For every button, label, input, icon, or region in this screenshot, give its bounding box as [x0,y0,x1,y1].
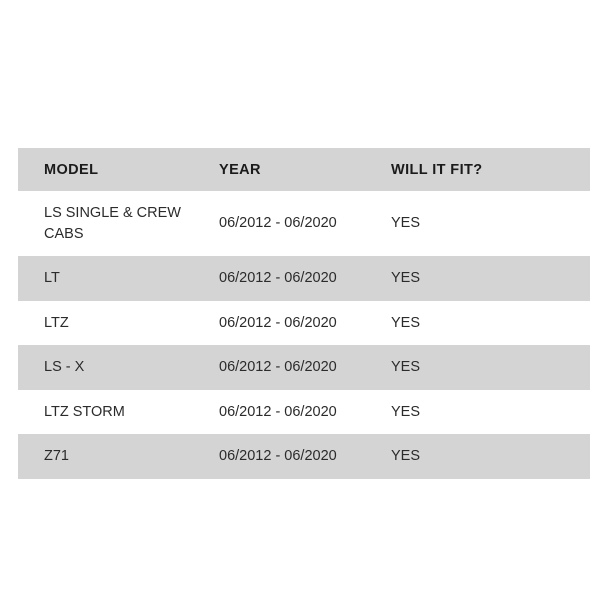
table-header-row [18,148,590,191]
cell-year: 06/2012 - 06/2020 [219,359,337,376]
fitment-table [18,148,590,479]
cell-year: 06/2012 - 06/2020 [219,314,337,331]
table-row [18,301,590,346]
table-body [18,191,590,479]
cell-fit: YES [391,403,421,420]
cell-year: 06/2012 - 06/2020 [219,403,337,420]
table-row [18,256,590,301]
cell-fit: YES [391,314,421,331]
table-row [18,390,590,435]
cell-fit: YES [391,270,421,287]
table-header [18,148,590,191]
table-row [18,345,590,390]
cell-model: LTZ STORM [44,403,125,420]
table-row [18,191,590,256]
cell-fit: YES [391,215,421,232]
cell-model: LT [44,270,60,287]
cell-fit: YES [391,359,421,376]
cell-year: 06/2012 - 06/2020 [219,448,337,465]
cell-fit: YES [391,448,421,465]
cell-year: 06/2012 - 06/2020 [219,215,337,232]
column-header-year: YEAR [219,162,261,178]
table-row [18,434,590,479]
cell-model: LS SINGLE & CREW CABS [44,205,181,242]
cell-model: LTZ [44,314,69,331]
column-header-will-it-fit: WILL IT FIT? [391,162,483,178]
cell-model: LS - X [44,359,85,376]
cell-model: Z71 [44,448,69,465]
column-header-model: MODEL [44,162,99,178]
cell-year: 06/2012 - 06/2020 [219,270,337,287]
